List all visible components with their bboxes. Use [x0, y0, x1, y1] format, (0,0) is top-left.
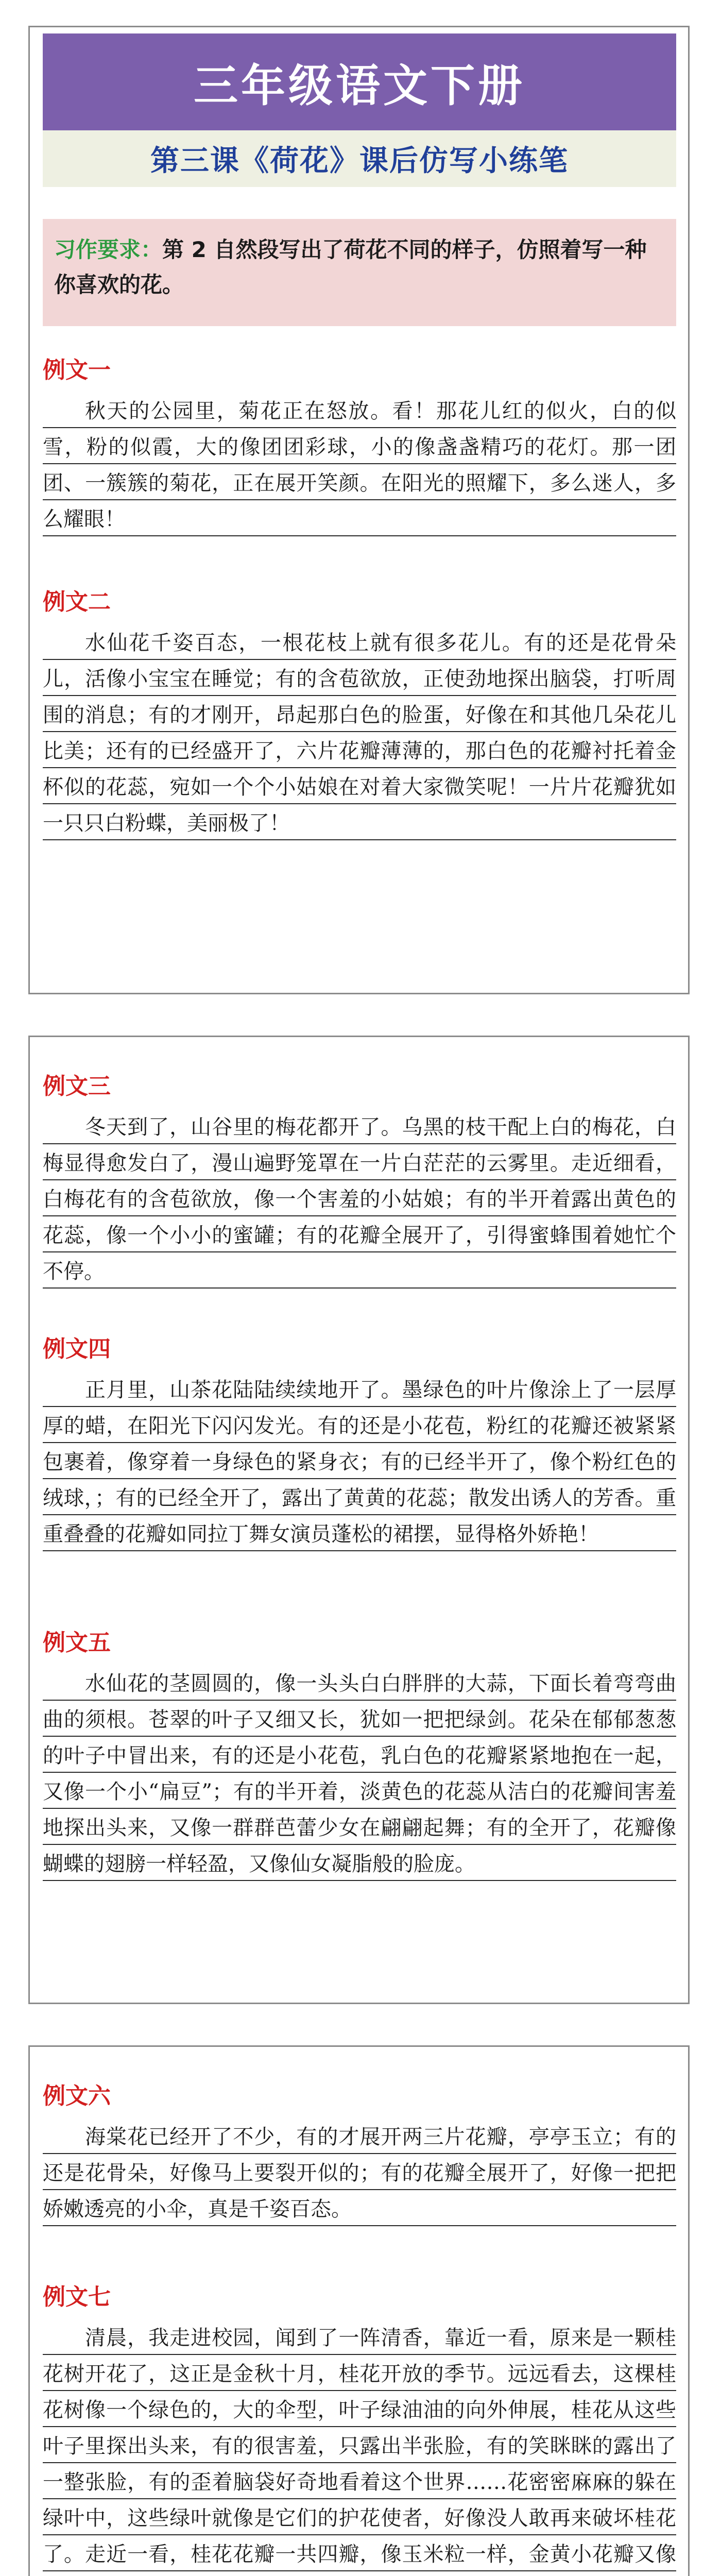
- example-5-label: 例文五: [43, 1630, 111, 1656]
- example-5-text: 水仙花的茎圆圆的，像一头头白白胖胖的大蒜，下面长着弯弯曲曲的须根。苍翠的叶子又细又长，犹如一把把绿剑。花朵在郁郁葱葱的叶子中冒出来，有的还是小花苞，乳白色的花瓣紧紧地抱在一起，又像一个小“扁豆”；有的半开着，淡黄色的花蕊从洁白的花瓣间害羞地探出头来，又像一群群芭蕾少女在翩翩起舞；有的全开了，花瓣像蝴蝶的翅膀一样轻盈，又像仙女凝脂般的脸庞。: [43, 1666, 676, 1882]
- example-4-text: 正月里，山茶花陆陆续续地开了。墨绿色的叶片像涂上了一层厚厚的蜡，在阳光下闪闪发光。有的还是小花苞，粉红的花瓣还被紧紧包裹着，像穿着一身绿色的紧身衣；有的已经半开了，像个粉红色的绒球，；有的已经全开了，露出了黄黄的花蕊；散发出诱人的芳香。重重叠叠的花瓣如同拉丁舞女演员蓬松的裙摆，显得格外娇艳！: [43, 1372, 676, 1552]
- example-1-label: 例文一: [43, 357, 111, 383]
- example-2: [43, 584, 676, 841]
- example-7-label: 例文七: [43, 2284, 111, 2310]
- example-3-text: 冬天到了，山谷里的梅花都开了。乌黑的枝干配上白的梅花，白梅显得愈发白了，漫山遍野笼罩在一片白茫茫的云雾里。走近细看，白梅花有的含苞欲放，像一个害羞的小姑娘；有的半开着露出黄色的花蕊，像一个小小的蜜罐；有的花瓣全展开了，引得蜜蜂围着她忙个不停。: [43, 1109, 676, 1290]
- example-2-label: 例文二: [43, 589, 111, 615]
- example-1: [43, 352, 676, 537]
- example-4-label: 例文四: [43, 1336, 111, 1362]
- page-title: 三年级语文下册: [43, 33, 676, 130]
- example-6-text: 海棠花已经开了不少，有的才展开两三片花瓣，亭亭玉立；有的还是花骨朵，好像马上要裂开似的；有的花瓣全展开了，好像一把把娇嫩透亮的小伞，真是千姿百态。: [43, 2119, 676, 2227]
- example-6-label: 例文六: [43, 2083, 111, 2109]
- worksheet-page-1: [28, 26, 690, 994]
- example-3: [43, 1068, 676, 1290]
- worksheet-page-3: [28, 2045, 690, 2576]
- example-1-text: 秋天的公园里，菊花正在怒放。看！那花儿红的似火，白的似雪，粉的似霞，大的像团团彩球，小的像盏盏精巧的花灯。那一团团、一簇簇的菊花，正在展开笑颜。在阳光的照耀下，多么迷人，多么耀眼！: [43, 393, 676, 537]
- example-4: [43, 1331, 676, 1552]
- example-7: [43, 2279, 676, 2576]
- example-6: [43, 2078, 676, 2227]
- worksheet-page-2: [28, 1036, 690, 2004]
- example-2-text: 水仙花千姿百态，一根花枝上就有很多花儿。有的还是花骨朵儿，活像小宝宝在睡觉；有的含苞欲放，正使劲地探出脑袋，打听周围的消息；有的才刚开，昂起那白色的脸蛋，好像在和其他几朵花儿比美；还有的已经盛开了，六片花瓣薄薄的，那白色的花瓣衬托着金杯似的花蕊，宛如一个个小姑娘在对着大家微笑呢！一片片花瓣犹如一只只白粉蝶，美丽极了！: [43, 625, 676, 841]
- page-subtitle: 第三课《荷花》课后仿写小练笔: [43, 130, 676, 187]
- example-7-text: 清晨，我走进校园，闻到了一阵清香，靠近一看，原来是一颗桂花树开花了，这正是金秋十月，桂花开放的季节。远远看去，这棵桂花树像一个绿色的，大的伞型，叶子绿油油的向外伸展，桂花从这些叶子里探出头来，有的很害羞，只露出半张脸，有的笑眯眯的露出了一整张脸，有的歪着脑袋好奇地看着这个世界……花密密麻麻的躲在绿叶中，这些绿叶就像是它们的护花使者，好像没人敢再来破坏桂花了。走近一看，桂花花瓣一共四瓣，像玉米粒一样，金黄小花瓣又像: [43, 2320, 676, 2576]
- example-5: [43, 1624, 676, 1882]
- requirement-box: [43, 219, 676, 326]
- requirement-text: 第 2 自然段写出了荷花不同的样子，仿照着写一种你喜欢的花。: [54, 237, 647, 297]
- requirement-label: 习作要求：: [54, 237, 163, 262]
- example-3-label: 例文三: [43, 1073, 111, 1099]
